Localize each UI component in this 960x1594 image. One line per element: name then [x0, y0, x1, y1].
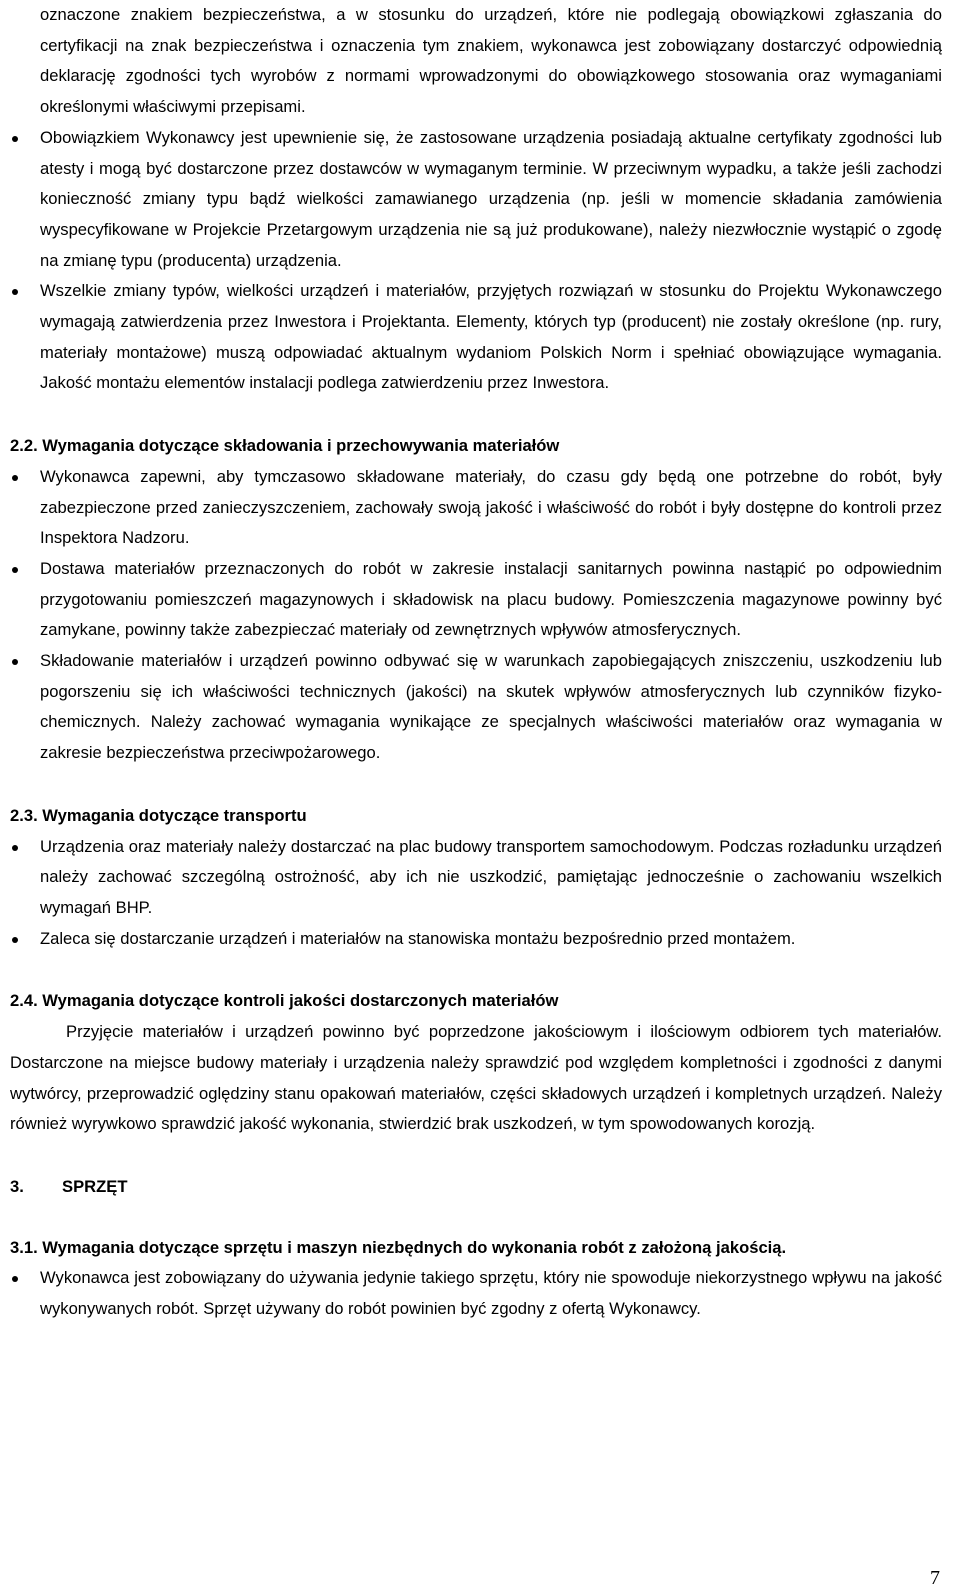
list-item: Obowiązkiem Wykonawcy jest upewnienie się, że zastosowane urządzenia posiadają aktualne certyfikaty zgodności lub atesty i mogą być dostarczone przez dostawców w wymaganym terminie. W przeciwnym wypadku, a także jeśli zachodzi konieczność zmiany typu bądź wielkości zamawianego urządzenia (np. jeśli w momencie składania zamówienia wyspecyfikowane w Projekcie Przetargowym urządzenia nie są już produkowane), należy niezwłocznie wystąpić o zgodę na zmianę typu (producenta) urządzenia. — [10, 123, 942, 277]
section-number: 3. — [10, 1176, 24, 1196]
list-item: Zaleca się dostarczanie urządzeń i materiałów na stanowiska montażu bezpośrednio przed montażem. — [10, 924, 942, 955]
list-item: Składowanie materiałów i urządzeń powinno odbywać się w warunkach zapobiegających zniszczeniu, uszkodzeniu lub pogorszeniu się ich właściwości technicznych (jakości) na skutek wpływów atmosferycznych lub czynników fizyko-chemicznych. Należy zachować wymagania wynikające ze specjalnych właściwości materiałów oraz wymagania w zakresie bezpieczeństwa przeciwpożarowego. — [10, 646, 942, 769]
section-2-2-bullet-list — [10, 462, 942, 769]
section-heading-3-1: 3.1. Wymagania dotyczące sprzętu i maszyn niezbędnych do wykonania robót z założoną jakością. — [10, 1237, 787, 1257]
list-item: Wykonawca zapewni, aby tymczasowo składowane materiały, do czasu gdy będą one potrzebne do robót, były zabezpieczone przed zanieczyszczeniem, zachowały swoją jakość i właściwość do robót i były dostępne do kontroli przez Inspektora Nadzoru. — [10, 462, 942, 554]
section-2-3-bullet-list — [10, 832, 942, 955]
page-number: 7 — [930, 1567, 940, 1589]
list-item: Dostawa materiałów przeznaczonych do robót w zakresie instalacji sanitarnych powinna nastąpić po odpowiednim przygotowaniu pomieszczeń magazynowych i składowisk na placu budowy. Pomieszczenia magazynowe powinny być zamykane, powinny także zabezpieczać materiały od zewnętrznych wpływów atmosferycznych. — [10, 554, 942, 646]
section-heading-3 — [10, 1172, 942, 1203]
section-2-4-paragraph: Przyjęcie materiałów i urządzeń powinno być poprzedzone jakościowym i ilościowym odbiorem tych materiałów. Dostarczone na miejsce budowy materiały i urządzenia należy sprawdzić pod względem kompletności i zgodności z danymi wytwórcy, przeprowadzić oględziny stanu opakowań materiałów, części składowych urządzeń i kompletnych urządzeń. Należy również wyrywkowo sprawdzić jakość wykonania, stwierdzić brak uszkodzeń, w tym spowodowanych korozją. — [10, 1022, 942, 1134]
section-3-1-bullet-list — [10, 1263, 942, 1324]
list-item: Wszelkie zmiany typów, wielkości urządzeń i materiałów, przyjętych rozwiązań w stosunku do Projektu Wykonawczego wymagają zatwierdzenia przez Inwestora i Projektanta. Elementy, których typ (producent) nie zostały określone (np. rury, materiały montażowe) muszą odpowiadać aktualnym wydaniom Polskich Norm i spełniać obowiązujące wymagania. Jakość montażu elementów instalacji podlega zatwierdzeniu przez Inwestora. — [10, 276, 942, 399]
list-item: Urządzenia oraz materiały należy dostarczać na plac budowy transportem samochodowym. Podczas rozładunku urządzeń należy zachować szczególną ostrożność, aby ich nie uszkodzić, pamiętając jednocześnie o zachowaniu wszelkich wymagań BHP. — [10, 832, 942, 924]
section-heading-2-4: 2.4. Wymagania dotyczące kontroli jakości dostarczonych materiałów — [10, 991, 559, 1011]
list-item: Wykonawca jest zobowiązany do używania jedynie takiego sprzętu, który nie spowoduje niekorzystnego wpływu na jakość wykonywanych robót. Sprzęt używany do robót powinien być zgodny z ofertą Wykonawcy. — [10, 1263, 942, 1324]
intro-bullet-list — [10, 123, 942, 399]
page-content — [10, 0, 942, 1325]
section-heading-2-3: 2.3. Wymagania dotyczące transportu — [10, 805, 307, 825]
section-heading-2-2: 2.2. Wymagania dotyczące składowania i przechowywania materiałów — [10, 436, 560, 456]
section-title: SPRZĘT — [62, 1176, 128, 1196]
intro-continuation-paragraph: oznaczone znakiem bezpieczeństwa, a w stosunku do urządzeń, które nie podlegają obowiązkowi zgłaszania do certyfikacji na znak bezpieczeństwa i oznaczenia tym znakiem, wykonawca jest zobowiązany dostarczyć odpowiednią deklarację zgodności tych wyrobów z normami wprowadzonymi do obowiązkowego stosowania oraz wymaganiami określonymi właściwymi przepisami. — [40, 5, 942, 117]
